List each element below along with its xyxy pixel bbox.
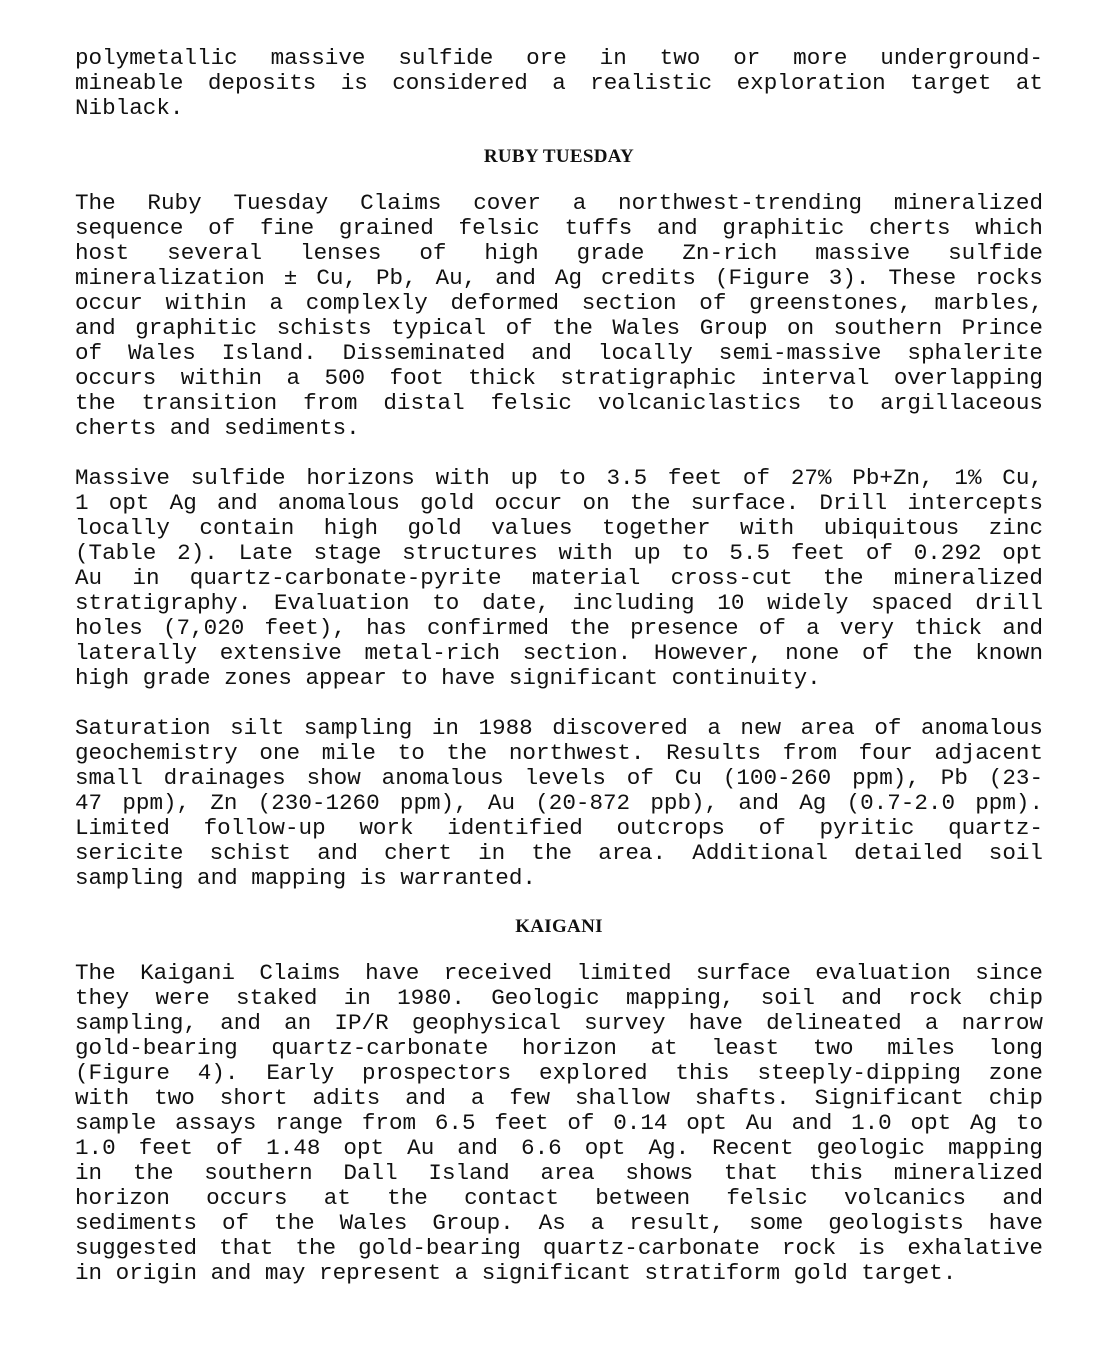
text-line: sequence of fine grained felsic tuffs and graphitic cherts which [75,215,1043,241]
section-heading-kaigani: KAIGANI [515,916,603,937]
text-line: suggested that the gold-bearing quartz-carbonate rock is exhalative [75,1235,1043,1261]
text-line: 47 ppm), Zn (230-1260 ppm), Au (20-872 ppb), and Ag (0.7-2.0 ppm). [75,790,1043,816]
ruby-tuesday-paragraph-2 [75,466,1043,691]
text-line: in the southern Dall Island area shows that this mineralized [75,1160,1043,1186]
text-line: polymetallic massive sulfide ore in two or more underground- [75,45,1043,71]
text-line: mineable deposits is considered a realistic exploration target at [75,70,1043,96]
text-line: and graphitic schists typical of the Wales Group on southern Prince [75,315,1043,341]
document-page [75,46,1043,1286]
text-line: (Table 2). Late stage structures with up to 5.5 feet of 0.292 opt [75,540,1043,566]
text-line: in origin and may represent a significant stratiform gold target. [75,1260,957,1286]
text-line: locally contain high gold values together with ubiquitous zinc [75,515,1043,541]
text-line: Niblack. [75,95,184,121]
text-line: of Wales Island. Disseminated and locally semi-massive sphalerite [75,340,1043,366]
text-line: Massive sulfide horizons with up to 3.5 feet of 27% Pb+Zn, 1% Cu, [75,465,1043,491]
section-heading-ruby-tuesday: RUBY TUESDAY [483,146,635,167]
text-line: sericite schist and chert in the area. Additional detailed soil [75,840,1043,866]
ruby-tuesday-paragraph-3 [75,716,1043,891]
text-line: mineralization ± Cu, Pb, Au, and Ag credits (Figure 3). These rocks [75,265,1043,291]
text-line: 1 opt Ag and anomalous gold occur on the surface. Drill intercepts [75,490,1043,516]
ruby-tuesday-paragraph-1 [75,191,1043,441]
text-line: with two short adits and a few shallow shafts. Significant chip [75,1085,1043,1111]
text-line: The Ruby Tuesday Claims cover a northwest-trending mineralized [75,190,1043,216]
text-line: Saturation silt sampling in 1988 discovered a new area of anomalous [75,715,1043,741]
text-line: the transition from distal felsic volcaniclastics to argillaceous [75,390,1043,416]
text-line: sediments of the Wales Group. As a result, some geologists have [75,1210,1043,1236]
kaigani-paragraph-1 [75,961,1043,1286]
text-line: holes (7,020 feet), has confirmed the presence of a very thick and [75,615,1043,641]
text-line: occurs within a 500 foot thick stratigraphic interval overlapping [75,365,1043,391]
text-line: high grade zones appear to have significant continuity. [75,665,821,691]
text-line: horizon occurs at the contact between felsic volcanics and [75,1185,1043,1211]
text-line: geochemistry one mile to the northwest. Results from four adjacent [75,740,1043,766]
text-line: occur within a complexly deformed section of greenstones, marbles, [75,290,1043,316]
text-line: (Figure 4). Early prospectors explored this steeply-dipping zone [75,1060,1043,1086]
text-line: cherts and sediments. [75,415,360,441]
text-line: sample assays range from 6.5 feet of 0.14 opt Au and 1.0 opt Ag to [75,1110,1043,1136]
text-line: host several lenses of high grade Zn-rich massive sulfide [75,240,1043,266]
text-line: 1.0 feet of 1.48 opt Au and 6.6 opt Ag. Recent geologic mapping [75,1135,1043,1161]
text-line: laterally extensive metal-rich section. However, none of the known [75,640,1043,666]
text-line: Limited follow-up work identified outcrops of pyritic quartz- [75,815,1043,841]
text-line: Au in quartz-carbonate-pyrite material cross-cut the mineralized [75,565,1043,591]
text-line: small drainages show anomalous levels of Cu (100-260 ppm), Pb (23- [75,765,1043,791]
text-line: they were staked in 1980. Geologic mapping, soil and rock chip [75,985,1043,1011]
text-line: sampling and mapping is warranted. [75,865,536,891]
text-line: The Kaigani Claims have received limited surface evaluation since [75,960,1043,986]
text-line: gold-bearing quartz-carbonate horizon at least two miles long [75,1035,1043,1061]
intro-paragraph [75,46,1043,121]
text-line: sampling, and an IP/R geophysical survey have delineated a narrow [75,1010,1043,1036]
text-line: stratigraphy. Evaluation to date, including 10 widely spaced drill [75,590,1043,616]
